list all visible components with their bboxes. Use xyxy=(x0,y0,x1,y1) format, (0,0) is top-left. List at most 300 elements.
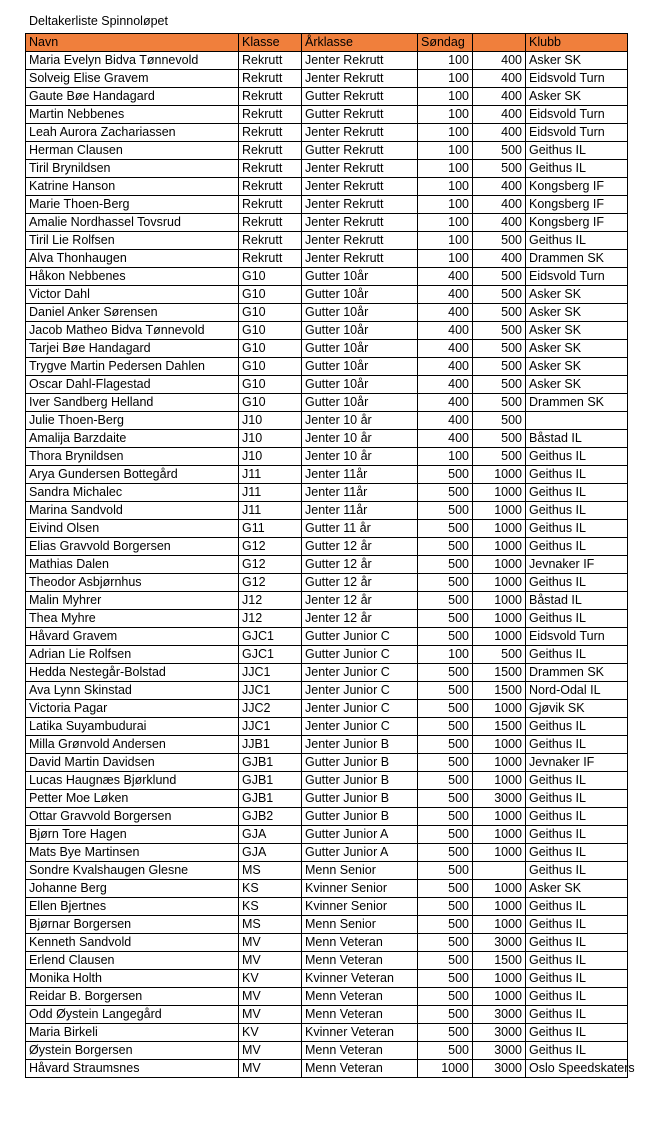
cell-klubb: Kongsberg IF xyxy=(526,214,628,232)
cell-sondag: 500 xyxy=(418,628,473,646)
table-row xyxy=(26,304,628,322)
cell-klubb: Asker SK xyxy=(526,286,628,304)
table-row xyxy=(26,754,628,772)
cell-arklasse: Kvinner Senior xyxy=(302,898,418,916)
cell-klubb: Eidsvold Turn xyxy=(526,106,628,124)
cell-extra: 500 xyxy=(473,232,526,250)
cell-klasse: JJC1 xyxy=(239,682,302,700)
cell-sondag: 100 xyxy=(418,160,473,178)
cell-extra: 500 xyxy=(473,646,526,664)
cell-sondag: 500 xyxy=(418,880,473,898)
cell-klubb: Eidsvold Turn xyxy=(526,268,628,286)
cell-sondag: 500 xyxy=(418,1024,473,1042)
cell-navn: Arya Gundersen Bottegård xyxy=(26,466,239,484)
cell-navn: Amalija Barzdaite xyxy=(26,430,239,448)
cell-sondag: 400 xyxy=(418,412,473,430)
cell-sondag: 500 xyxy=(418,754,473,772)
cell-klubb: Eidsvold Turn xyxy=(526,628,628,646)
cell-arklasse: Menn Veteran xyxy=(302,1060,418,1078)
cell-klubb: Oslo Speedskaters xyxy=(526,1060,628,1078)
cell-arklasse: Jenter Rekrutt xyxy=(302,196,418,214)
table-row xyxy=(26,736,628,754)
cell-extra: 1000 xyxy=(473,772,526,790)
cell-klasse: MV xyxy=(239,934,302,952)
cell-klasse: J12 xyxy=(239,610,302,628)
cell-klasse: Rekrutt xyxy=(239,70,302,88)
cell-klubb: Geithus IL xyxy=(526,772,628,790)
cell-klasse: Rekrutt xyxy=(239,196,302,214)
cell-arklasse: Jenter Rekrutt xyxy=(302,124,418,142)
cell-klasse: GJA xyxy=(239,826,302,844)
cell-klubb: Geithus IL xyxy=(526,646,628,664)
cell-klubb: Drammen SK xyxy=(526,394,628,412)
cell-klubb: Geithus IL xyxy=(526,502,628,520)
cell-klasse: J10 xyxy=(239,430,302,448)
cell-klasse: JJC1 xyxy=(239,664,302,682)
cell-sondag: 100 xyxy=(418,106,473,124)
cell-extra: 400 xyxy=(473,178,526,196)
cell-navn: Theodor Asbjørnhus xyxy=(26,574,239,592)
cell-klasse: MV xyxy=(239,1042,302,1060)
cell-sondag: 500 xyxy=(418,772,473,790)
column-header-extra xyxy=(473,34,526,52)
cell-sondag: 500 xyxy=(418,790,473,808)
table-row xyxy=(26,916,628,934)
cell-arklasse: Jenter Rekrutt xyxy=(302,250,418,268)
cell-klubb: Geithus IL xyxy=(526,466,628,484)
cell-extra: 400 xyxy=(473,70,526,88)
cell-klubb: Asker SK xyxy=(526,880,628,898)
cell-arklasse: Jenter 11år xyxy=(302,502,418,520)
cell-sondag: 500 xyxy=(418,1006,473,1024)
cell-navn: Petter Moe Løken xyxy=(26,790,239,808)
cell-sondag: 500 xyxy=(418,718,473,736)
cell-sondag: 500 xyxy=(418,664,473,682)
cell-navn: Johanne Berg xyxy=(26,880,239,898)
cell-sondag: 100 xyxy=(418,178,473,196)
cell-navn: Victoria Pagar xyxy=(26,700,239,718)
cell-klasse: MV xyxy=(239,988,302,1006)
table-row xyxy=(26,358,628,376)
cell-sondag: 500 xyxy=(418,1042,473,1060)
cell-arklasse: Gutter Junior C xyxy=(302,646,418,664)
table-row xyxy=(26,682,628,700)
cell-sondag: 500 xyxy=(418,592,473,610)
cell-extra: 1000 xyxy=(473,700,526,718)
cell-navn: Amalie Nordhassel Tovsrud xyxy=(26,214,239,232)
cell-klubb: Geithus IL xyxy=(526,736,628,754)
cell-klubb: Geithus IL xyxy=(526,862,628,880)
cell-sondag: 100 xyxy=(418,196,473,214)
cell-sondag: 400 xyxy=(418,358,473,376)
table-row xyxy=(26,376,628,394)
cell-arklasse: Gutter Junior A xyxy=(302,844,418,862)
cell-arklasse: Jenter 11år xyxy=(302,484,418,502)
cell-sondag: 400 xyxy=(418,430,473,448)
table-row xyxy=(26,448,628,466)
cell-extra: 1000 xyxy=(473,736,526,754)
cell-navn: Victor Dahl xyxy=(26,286,239,304)
cell-klubb: Asker SK xyxy=(526,88,628,106)
cell-navn: David Martin Davidsen xyxy=(26,754,239,772)
cell-sondag: 400 xyxy=(418,322,473,340)
cell-navn: Bjørn Tore Hagen xyxy=(26,826,239,844)
cell-sondag: 400 xyxy=(418,268,473,286)
cell-navn: Alva Thonhaugen xyxy=(26,250,239,268)
table-row xyxy=(26,1060,628,1078)
table-row xyxy=(26,664,628,682)
cell-extra: 500 xyxy=(473,340,526,358)
cell-klasse: Rekrutt xyxy=(239,106,302,124)
cell-navn: Hedda Nestegår-Bolstad xyxy=(26,664,239,682)
cell-sondag: 100 xyxy=(418,214,473,232)
table-row xyxy=(26,862,628,880)
table-row xyxy=(26,196,628,214)
cell-navn: Jacob Matheo Bidva Tønnevold xyxy=(26,322,239,340)
cell-arklasse: Jenter 10 år xyxy=(302,430,418,448)
cell-arklasse: Jenter 12 år xyxy=(302,592,418,610)
table-row xyxy=(26,106,628,124)
cell-extra: 400 xyxy=(473,52,526,70)
table-row xyxy=(26,1006,628,1024)
cell-sondag: 500 xyxy=(418,988,473,1006)
cell-sondag: 100 xyxy=(418,88,473,106)
cell-klasse: JJB1 xyxy=(239,736,302,754)
cell-klubb: Geithus IL xyxy=(526,970,628,988)
table-row xyxy=(26,268,628,286)
cell-sondag: 100 xyxy=(418,52,473,70)
cell-sondag: 100 xyxy=(418,70,473,88)
cell-klasse: G11 xyxy=(239,520,302,538)
cell-klasse: J11 xyxy=(239,466,302,484)
cell-extra: 400 xyxy=(473,88,526,106)
cell-arklasse: Gutter 10år xyxy=(302,304,418,322)
cell-klasse: GJB1 xyxy=(239,772,302,790)
cell-klubb: Geithus IL xyxy=(526,538,628,556)
cell-sondag: 500 xyxy=(418,538,473,556)
cell-navn: Tiril Brynildsen xyxy=(26,160,239,178)
cell-extra: 1500 xyxy=(473,682,526,700)
cell-navn: Tiril Lie Rolfsen xyxy=(26,232,239,250)
cell-klasse: Rekrutt xyxy=(239,232,302,250)
table-row xyxy=(26,790,628,808)
table-row xyxy=(26,700,628,718)
table-row xyxy=(26,808,628,826)
cell-klubb: Geithus IL xyxy=(526,610,628,628)
cell-klasse: KS xyxy=(239,880,302,898)
cell-navn: Maria Evelyn Bidva Tønnevold xyxy=(26,52,239,70)
cell-sondag: 500 xyxy=(418,952,473,970)
cell-klasse: G10 xyxy=(239,394,302,412)
cell-klubb: Geithus IL xyxy=(526,952,628,970)
cell-navn: Latika Suyambudurai xyxy=(26,718,239,736)
cell-navn: Maria Birkeli xyxy=(26,1024,239,1042)
cell-arklasse: Gutter Junior B xyxy=(302,754,418,772)
cell-klubb: Eidsvold Turn xyxy=(526,70,628,88)
cell-klubb: Geithus IL xyxy=(526,484,628,502)
cell-klubb: Drammen SK xyxy=(526,664,628,682)
table-row xyxy=(26,430,628,448)
cell-navn: Lucas Haugnæs Bjørklund xyxy=(26,772,239,790)
cell-klubb: Jevnaker IF xyxy=(526,754,628,772)
cell-sondag: 500 xyxy=(418,520,473,538)
cell-extra: 1500 xyxy=(473,952,526,970)
table-row xyxy=(26,934,628,952)
table-row xyxy=(26,322,628,340)
cell-klubb xyxy=(526,412,628,430)
cell-arklasse: Gutter 10år xyxy=(302,322,418,340)
cell-arklasse: Menn Veteran xyxy=(302,934,418,952)
cell-arklasse: Menn Veteran xyxy=(302,988,418,1006)
table-body xyxy=(26,52,635,1078)
cell-extra: 3000 xyxy=(473,790,526,808)
participant-table xyxy=(25,33,635,1078)
cell-extra: 500 xyxy=(473,160,526,178)
cell-navn: Mats Bye Martinsen xyxy=(26,844,239,862)
cell-klasse: Rekrutt xyxy=(239,160,302,178)
table-row xyxy=(26,70,628,88)
cell-klasse: Rekrutt xyxy=(239,124,302,142)
cell-extra: 500 xyxy=(473,376,526,394)
cell-sondag: 500 xyxy=(418,466,473,484)
cell-extra: 400 xyxy=(473,214,526,232)
cell-extra: 1000 xyxy=(473,916,526,934)
table-row xyxy=(26,718,628,736)
cell-klubb: Båstad IL xyxy=(526,592,628,610)
cell-extra: 3000 xyxy=(473,934,526,952)
cell-klasse: GJC1 xyxy=(239,646,302,664)
cell-klubb: Geithus IL xyxy=(526,898,628,916)
cell-klasse: G10 xyxy=(239,340,302,358)
cell-extra: 3000 xyxy=(473,1006,526,1024)
cell-klubb: Jevnaker IF xyxy=(526,556,628,574)
cell-sondag: 400 xyxy=(418,304,473,322)
cell-klubb: Kongsberg IF xyxy=(526,196,628,214)
cell-extra xyxy=(473,862,526,880)
cell-sondag: 400 xyxy=(418,286,473,304)
cell-arklasse: Jenter 12 år xyxy=(302,610,418,628)
cell-klasse: G12 xyxy=(239,538,302,556)
cell-klubb: Geithus IL xyxy=(526,826,628,844)
cell-klasse: J10 xyxy=(239,448,302,466)
cell-klasse: GJB1 xyxy=(239,790,302,808)
cell-klubb: Asker SK xyxy=(526,358,628,376)
cell-navn: Thora Brynildsen xyxy=(26,448,239,466)
cell-arklasse: Gutter Rekrutt xyxy=(302,142,418,160)
cell-extra: 1500 xyxy=(473,718,526,736)
cell-klubb: Asker SK xyxy=(526,322,628,340)
table-row xyxy=(26,574,628,592)
cell-extra: 1000 xyxy=(473,538,526,556)
cell-klubb: Asker SK xyxy=(526,376,628,394)
table-row xyxy=(26,556,628,574)
cell-sondag: 400 xyxy=(418,376,473,394)
cell-klasse: G10 xyxy=(239,358,302,376)
column-header-navn: Navn xyxy=(26,34,239,52)
cell-arklasse: Jenter Junior C xyxy=(302,700,418,718)
cell-klubb: Geithus IL xyxy=(526,916,628,934)
cell-sondag: 500 xyxy=(418,970,473,988)
cell-extra: 500 xyxy=(473,448,526,466)
cell-navn: Leah Aurora Zachariassen xyxy=(26,124,239,142)
cell-klubb: Geithus IL xyxy=(526,1042,628,1060)
table-row xyxy=(26,952,628,970)
table-row xyxy=(26,250,628,268)
cell-arklasse: Jenter Junior B xyxy=(302,736,418,754)
table-row xyxy=(26,538,628,556)
cell-klubb: Geithus IL xyxy=(526,160,628,178)
cell-arklasse: Gutter 11 år xyxy=(302,520,418,538)
cell-arklasse: Menn Senior xyxy=(302,862,418,880)
cell-navn: Monika Holth xyxy=(26,970,239,988)
cell-arklasse: Jenter 11år xyxy=(302,466,418,484)
cell-arklasse: Jenter 10 år xyxy=(302,448,418,466)
cell-sondag: 500 xyxy=(418,610,473,628)
header-row xyxy=(26,34,628,52)
cell-sondag: 100 xyxy=(418,250,473,268)
table-row xyxy=(26,592,628,610)
cell-sondag: 500 xyxy=(418,934,473,952)
cell-sondag: 100 xyxy=(418,142,473,160)
cell-klasse: G12 xyxy=(239,574,302,592)
cell-extra: 3000 xyxy=(473,1042,526,1060)
cell-klasse: Rekrutt xyxy=(239,52,302,70)
cell-klasse: MV xyxy=(239,1006,302,1024)
cell-extra: 400 xyxy=(473,124,526,142)
cell-extra: 1000 xyxy=(473,628,526,646)
cell-arklasse: Gutter 10år xyxy=(302,376,418,394)
cell-klubb: Geithus IL xyxy=(526,1006,628,1024)
cell-extra: 1000 xyxy=(473,502,526,520)
cell-sondag: 500 xyxy=(418,808,473,826)
cell-extra: 500 xyxy=(473,322,526,340)
cell-extra: 500 xyxy=(473,358,526,376)
cell-extra: 1000 xyxy=(473,808,526,826)
cell-klubb: Kongsberg IF xyxy=(526,178,628,196)
table-row xyxy=(26,610,628,628)
cell-arklasse: Gutter Rekrutt xyxy=(302,106,418,124)
cell-extra: 1000 xyxy=(473,826,526,844)
cell-sondag: 500 xyxy=(418,574,473,592)
table-row xyxy=(26,232,628,250)
cell-extra: 1000 xyxy=(473,592,526,610)
cell-klasse: G10 xyxy=(239,304,302,322)
cell-sondag: 100 xyxy=(418,232,473,250)
cell-klubb: Geithus IL xyxy=(526,988,628,1006)
cell-klubb: Geithus IL xyxy=(526,232,628,250)
cell-klasse: GJA xyxy=(239,844,302,862)
cell-klubb: Geithus IL xyxy=(526,718,628,736)
cell-extra: 1000 xyxy=(473,754,526,772)
table-row xyxy=(26,124,628,142)
cell-sondag: 500 xyxy=(418,916,473,934)
cell-klasse: JJC2 xyxy=(239,700,302,718)
cell-arklasse: Gutter 10år xyxy=(302,358,418,376)
table-row xyxy=(26,880,628,898)
cell-arklasse: Kvinner Senior xyxy=(302,880,418,898)
cell-klasse: Rekrutt xyxy=(239,178,302,196)
cell-extra: 500 xyxy=(473,412,526,430)
cell-sondag: 100 xyxy=(418,124,473,142)
cell-navn: Odd Øystein Langegård xyxy=(26,1006,239,1024)
cell-klubb: Geithus IL xyxy=(526,844,628,862)
cell-extra: 1000 xyxy=(473,898,526,916)
cell-klubb: Geithus IL xyxy=(526,790,628,808)
cell-sondag: 500 xyxy=(418,502,473,520)
table-row xyxy=(26,178,628,196)
cell-navn: Iver Sandberg Helland xyxy=(26,394,239,412)
cell-extra: 1000 xyxy=(473,520,526,538)
table-row xyxy=(26,502,628,520)
cell-arklasse: Jenter 10 år xyxy=(302,412,418,430)
cell-arklasse: Jenter Rekrutt xyxy=(302,70,418,88)
cell-sondag: 500 xyxy=(418,556,473,574)
cell-extra: 500 xyxy=(473,430,526,448)
table-row xyxy=(26,394,628,412)
table-row xyxy=(26,484,628,502)
table-row xyxy=(26,988,628,1006)
cell-extra: 500 xyxy=(473,268,526,286)
cell-klasse: JJC1 xyxy=(239,718,302,736)
cell-navn: Håvard Gravem xyxy=(26,628,239,646)
table-row xyxy=(26,412,628,430)
cell-klubb: Geithus IL xyxy=(526,448,628,466)
table-row xyxy=(26,844,628,862)
cell-extra: 1000 xyxy=(473,970,526,988)
cell-sondag: 500 xyxy=(418,862,473,880)
cell-arklasse: Menn Senior xyxy=(302,916,418,934)
table-row xyxy=(26,1024,628,1042)
table-row xyxy=(26,52,628,70)
cell-arklasse: Gutter Junior A xyxy=(302,826,418,844)
cell-arklasse: Gutter Rekrutt xyxy=(302,88,418,106)
cell-klubb: Geithus IL xyxy=(526,808,628,826)
cell-navn: Solveig Elise Gravem xyxy=(26,70,239,88)
table-row xyxy=(26,628,628,646)
cell-navn: Håkon Nebbenes xyxy=(26,268,239,286)
cell-klasse: GJC1 xyxy=(239,628,302,646)
cell-klasse: MS xyxy=(239,862,302,880)
cell-navn: Oscar Dahl-Flagestad xyxy=(26,376,239,394)
cell-arklasse: Gutter 12 år xyxy=(302,574,418,592)
cell-sondag: 100 xyxy=(418,646,473,664)
table-row xyxy=(26,1042,628,1060)
cell-extra: 1500 xyxy=(473,664,526,682)
cell-navn: Thea Myhre xyxy=(26,610,239,628)
cell-extra: 400 xyxy=(473,106,526,124)
cell-klasse: GJB2 xyxy=(239,808,302,826)
cell-sondag: 500 xyxy=(418,736,473,754)
cell-navn: Sondre Kvalshaugen Glesne xyxy=(26,862,239,880)
cell-navn: Eivind Olsen xyxy=(26,520,239,538)
cell-klubb: Geithus IL xyxy=(526,1024,628,1042)
cell-navn: Ava Lynn Skinstad xyxy=(26,682,239,700)
cell-klasse: G12 xyxy=(239,556,302,574)
cell-klasse: KV xyxy=(239,1024,302,1042)
cell-sondag: 400 xyxy=(418,340,473,358)
cell-arklasse: Jenter Rekrutt xyxy=(302,160,418,178)
table-row xyxy=(26,646,628,664)
cell-sondag: 500 xyxy=(418,484,473,502)
table-row xyxy=(26,826,628,844)
cell-arklasse: Jenter Junior C xyxy=(302,664,418,682)
cell-arklasse: Gutter 10år xyxy=(302,286,418,304)
cell-navn: Trygve Martin Pedersen Dahlen xyxy=(26,358,239,376)
cell-klasse: MS xyxy=(239,916,302,934)
cell-extra: 500 xyxy=(473,286,526,304)
cell-klubb: Nord-Odal IL xyxy=(526,682,628,700)
cell-klasse: Rekrutt xyxy=(239,88,302,106)
